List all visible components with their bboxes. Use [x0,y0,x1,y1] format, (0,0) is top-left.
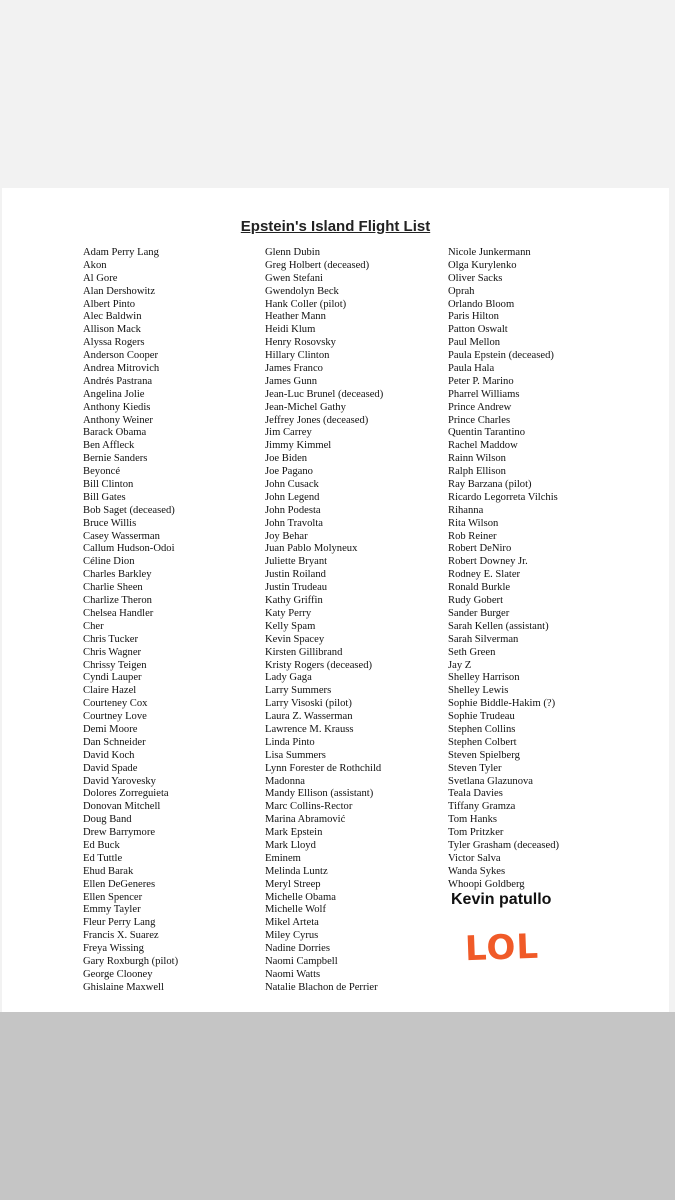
list-item: Heidi Klum [265,324,316,336]
list-item: Linda Pinto [265,736,315,748]
list-item: Melinda Luntz [265,865,328,877]
list-item: Ghislaine Maxwell [83,981,164,993]
bottom-background [0,1012,675,1200]
list-item: Paris Hilton [448,311,499,323]
list-item: Justin Roiland [265,569,326,581]
list-item: Shelley Harrison [448,672,520,684]
list-item: Oprah [448,285,475,297]
list-item: Lawrence M. Krauss [265,723,354,735]
list-item: David Spade [83,762,138,774]
list-item: Joy Behar [265,530,308,542]
list-item: Whoopi Goldberg [448,878,525,890]
list-item: Stephen Colbert [448,736,517,748]
list-item: Charlie Sheen [83,582,143,594]
list-item: Robert DeNiro [448,543,512,555]
list-item: John Legend [265,491,320,503]
list-item: Alan Dershowitz [83,285,156,297]
list-item: Joe Biden [265,453,308,465]
list-item: Marc Collins-Rector [265,801,353,813]
list-item: Jim Carrey [265,427,312,439]
added-name-overlay: Kevin patullo [451,891,552,908]
document-title: Epstein's Island Flight List [240,218,431,235]
list-item: Hillary Clinton [265,350,330,362]
list-item: Bruce Willis [83,517,137,529]
list-item: Henry Rosovsky [265,337,336,349]
list-item: Paula Hala [448,363,495,375]
list-item: Alec Baldwin [83,311,142,323]
list-item: Larry Summers [265,685,332,697]
list-item: Kristy Rogers (deceased) [265,659,373,671]
list-item: Kathy Griffin [265,595,323,607]
list-item: Patton Oswalt [448,324,508,336]
list-item: Lynn Forester de Rothchild [265,762,382,774]
list-item: James Franco [265,363,323,375]
list-item: Mandy Ellison (assistant) [265,788,374,800]
name-column-2 [265,247,383,995]
list-item: Michelle Wolf [265,904,327,916]
list-item: Bob Saget (deceased) [83,504,175,516]
list-item: Greg Holbert (deceased) [265,259,370,271]
list-item: Jimmy Kimmel [265,440,332,452]
list-item: Ellen Spencer [83,891,143,903]
list-item: Mark Epstein [265,827,323,839]
list-item: Anthony Kiedis [83,401,151,413]
list-item: Eminem [265,852,301,864]
list-item: Gary Roxburgh (pilot) [83,955,179,967]
list-item: Ehud Barak [83,865,134,877]
name-column-1 [83,247,178,995]
list-item: Marina Abramović [265,814,346,826]
list-item: Olga Kurylenko [448,259,517,271]
list-item: Michelle Obama [265,891,336,903]
list-item: Tiffany Gramza [448,801,516,813]
list-item: Ronald Burkle [448,582,511,594]
list-item: Jeffrey Jones (deceased) [265,414,369,426]
top-background [0,0,675,188]
list-item: John Podesta [265,504,321,516]
list-item: Svetlana Glazunova [448,775,534,787]
list-item: Miley Cyrus [265,930,319,942]
list-item: Rachel Maddow [448,440,518,452]
list-item: Chelsea Handler [83,607,154,619]
list-item: Bill Gates [83,491,126,503]
list-item: Adam Perry Lang [83,247,159,258]
list-item: Tom Hanks [448,814,497,826]
list-item: Seth Green [448,646,496,658]
list-item: Juan Pablo Molyneux [265,543,358,555]
list-item: Prince Andrew [448,401,512,413]
lol-sticker: LOL [464,926,540,970]
list-item: Jean-Michel Gathy [265,401,346,413]
list-item: Chris Wagner [83,646,142,658]
list-item: Katy Perry [265,607,312,619]
list-item: Anthony Weiner [83,414,153,426]
list-item: Emmy Tayler [83,904,141,916]
list-item: Mark Lloyd [265,839,316,851]
list-item: Nicole Junkermann [448,247,531,258]
list-item: Stephen Collins [448,723,516,735]
list-item: Rodney E. Slater [448,569,521,581]
list-item: Rainn Wilson [448,453,506,465]
list-item: George Clooney [83,968,153,980]
list-item: Dan Schneider [83,736,146,748]
list-item: Ricardo Legorreta Vilchis [448,491,558,503]
list-item: Bill Clinton [83,479,134,491]
list-item: Kelly Spam [265,620,316,632]
list-item: Shelley Lewis [448,685,509,697]
list-item: Lady Gaga [265,672,312,684]
list-item: Demi Moore [83,723,138,735]
list-item: John Travolta [265,517,323,529]
list-item: Andrea Mitrovich [83,363,160,375]
name-column-3 [448,247,559,892]
list-item: Sophie Biddle-Hakim (?) [448,698,556,710]
list-item: Chris Tucker [83,633,139,645]
list-item: Lisa Summers [265,749,326,761]
list-item: Sarah Silverman [448,633,519,645]
list-item: Steven Tyler [448,762,502,774]
list-item: Rob Reiner [448,530,497,542]
list-item: Kevin Spacey [265,633,325,645]
list-item: Anderson Cooper [83,350,159,362]
scanned-document [2,188,669,1012]
list-item: Rihanna [448,504,484,516]
list-item: Charlize Theron [83,595,152,607]
list-item: Albert Pinto [83,298,136,310]
list-item: Jean-Luc Brunel (deceased) [265,388,384,400]
list-item: Akon [83,259,107,271]
list-item: Laura Z. Wasserman [265,711,353,723]
list-item: Prince Charles [448,414,511,426]
list-item: Justin Trudeau [265,582,328,594]
list-item: Cher [83,620,104,632]
list-item: Charles Barkley [83,569,152,581]
list-item: Angelina Jolie [83,388,145,400]
list-item: Wanda Sykes [448,865,506,877]
list-item: Oliver Sacks [448,272,503,284]
list-item: Cyndi Lauper [83,672,142,684]
list-item: Madonna [265,775,306,787]
list-item: Allison Mack [83,324,141,336]
list-item: Naomi Watts [265,968,321,980]
list-item: John Cusack [265,479,319,491]
list-item: Sophie Trudeau [448,711,515,723]
list-item: Callum Hudson-Odoi [83,543,175,555]
list-item: Claire Hazel [83,685,137,697]
list-item: David Koch [83,749,135,761]
list-item: Heather Mann [265,311,326,323]
list-item: Pharrel Williams [448,388,520,400]
list-item: Beyoncé [83,466,121,478]
list-item: Rudy Gobert [448,595,504,607]
list-item: Chrissy Teigen [83,659,147,671]
list-item: Ray Barzana (pilot) [448,479,532,491]
list-item: Teala Davies [448,788,503,800]
list-item: Doug Band [83,814,132,826]
list-item: Naomi Campbell [265,955,338,967]
list-item: Casey Wasserman [83,530,160,542]
list-item: David Yarovesky [83,775,156,787]
list-item: Robert Downey Jr. [448,556,528,568]
list-item: Nadine Dorries [265,943,331,955]
list-item: Francis X. Suarez [83,930,159,942]
list-item: Steven Spielberg [448,749,520,761]
list-item: Drew Barrymore [83,827,156,839]
list-item: Paula Epstein (deceased) [448,350,554,362]
list-item: Hank Coller (pilot) [265,298,347,310]
list-item: Larry Visoski (pilot) [265,698,352,710]
list-item: Tyler Grasham (deceased) [448,839,560,851]
list-item: Juliette Bryant [265,556,328,568]
list-item: Peter P. Marino [448,375,514,387]
list-item: Meryl Streep [265,878,321,890]
list-item: Joe Pagano [265,466,313,478]
list-item: Tom Pritzker [448,827,504,839]
list-item: Céline Dion [83,556,135,568]
list-item: Freya Wissing [83,943,144,955]
list-item: Mikel Arteta [265,917,319,929]
list-item: Kirsten Gillibrand [265,646,343,658]
list-item: Natalie Blachon de Perrier [265,981,378,993]
list-item: Ben Affleck [83,440,135,452]
list-item: Courteney Cox [83,698,148,710]
list-item: Andrés Pastrana [83,375,153,387]
list-item: Fleur Perry Lang [83,917,156,929]
list-item: Alyssa Rogers [83,337,145,349]
list-item: Ellen DeGeneres [83,878,156,890]
list-item: Ed Buck [83,839,120,851]
list-item: Sarah Kellen (assistant) [448,620,549,632]
list-item: Ed Tuttle [83,852,123,864]
list-item: Paul Mellon [448,337,501,349]
list-item: Victor Salva [448,852,501,864]
list-item: Orlando Bloom [448,298,515,310]
list-item: Gwendolyn Beck [265,285,339,297]
list-item: Gwen Stefani [265,272,323,284]
list-item: Rita Wilson [448,517,499,529]
list-item: Quentin Tarantino [448,427,526,439]
list-item: Al Gore [83,272,118,284]
list-item: Glenn Dubin [265,247,321,258]
list-item: Courtney Love [83,711,147,723]
list-item: Bernie Sanders [83,453,148,465]
list-item: Sander Burger [448,607,510,619]
list-item: Barack Obama [83,427,147,439]
list-item: Dolores Zorreguieta [83,788,169,800]
list-item: Donovan Mitchell [83,801,161,813]
list-item: Jay Z [448,659,472,671]
list-item: James Gunn [265,375,318,387]
list-item: Ralph Ellison [448,466,506,478]
